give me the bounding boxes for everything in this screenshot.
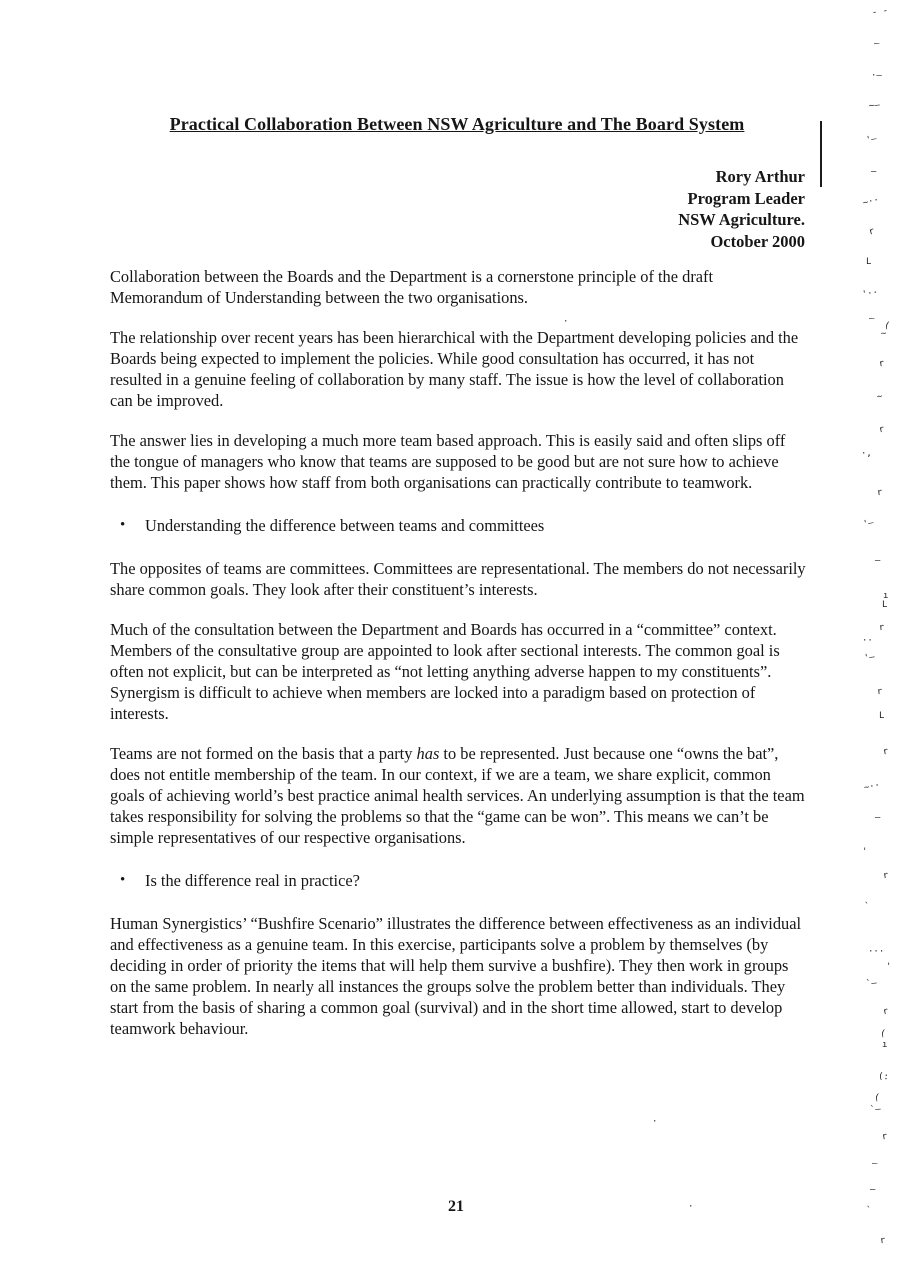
scan-mark: – xyxy=(874,555,881,567)
text-run: Much of the consultation between the Department and Boards has occurred in a “committee” context. Members of the consultative group are appointed to look after sectional interests. The common goal is often not explicit, but can be interpreted as “not letting anything adverse happen to my constituents”. Synergism is difficult to achieve when members are locked into a paradigm based on protection of interests. xyxy=(110,620,780,723)
scan-mark: `— xyxy=(869,1104,882,1116)
scan-mark: r xyxy=(877,424,886,436)
scan-mark: - - xyxy=(871,5,889,19)
text-run: The opposites of teams are committees. Committees are representational. The members do not necessarily share common goals. They look after their constituent’s interests. xyxy=(110,559,806,599)
author-role: Program Leader xyxy=(687,188,805,208)
scan-mark: (: xyxy=(877,1071,890,1083)
scan-mark: ~ xyxy=(876,391,884,403)
scan-mark: L xyxy=(866,257,872,267)
text-run: The answer lies in developing a much more team based approach. This is easily said and often slips off the tongue of managers who know that teams are supposed to be good but are not sure how to achieve them. This paper shows how staff from both organisations can practically contribute to teamwork. xyxy=(110,431,786,492)
scan-mark: ~·· xyxy=(862,195,881,209)
scan-mark: – xyxy=(868,313,875,325)
scan-mark: · xyxy=(652,1117,658,1127)
scan-mark: ( xyxy=(879,1028,887,1040)
scan-mark: r xyxy=(867,226,876,238)
scan-mark: r xyxy=(882,870,890,882)
scan-mark: r xyxy=(881,1131,889,1143)
page-number: 21 xyxy=(448,1198,464,1215)
text-run: Understanding the difference between teams and committees xyxy=(145,516,545,535)
scan-mark: ` xyxy=(866,1206,872,1216)
paragraph xyxy=(110,558,808,600)
scan-mark: r xyxy=(878,622,885,634)
scan-mark: · xyxy=(563,317,569,327)
scan-mark: r xyxy=(876,686,883,698)
scan-mark: ı xyxy=(882,1040,888,1050)
text-run: Teams are not formed on the basis that a party xyxy=(110,744,417,763)
text-run: The relationship over recent years has been hierarchical with the Department developing policies and the Boards being expected to implement the policies. While good consultation has occurred, it has not resulted in a genuine feeling of collaboration by many staff. The issue is how the level of collaboration can be improved. xyxy=(110,328,799,410)
bullet-dot: • xyxy=(120,517,126,533)
scan-mark: '– xyxy=(865,134,878,146)
scan-mark: ' xyxy=(886,962,892,972)
bullet-item xyxy=(110,870,808,891)
scan-mark: ı xyxy=(883,591,889,601)
scan-mark: · xyxy=(688,1202,694,1212)
scan-mark: L xyxy=(879,711,885,721)
text-run: Collaboration between the Boards and the Department is a cornerstone principle of the draft Memorandum of Understanding between the two organisations. xyxy=(110,267,714,307)
paragraph xyxy=(110,430,808,493)
scan-mark: `– xyxy=(865,978,878,990)
scan-mark: ~ xyxy=(880,328,887,340)
scan-mark: ·· xyxy=(862,636,873,646)
scan-mark: – xyxy=(871,1158,878,1170)
scan-mark: – xyxy=(869,1184,876,1196)
paragraph xyxy=(110,266,808,308)
paragraph xyxy=(110,619,808,724)
scan-mark: — xyxy=(870,166,877,178)
scan-line-artifact xyxy=(820,121,822,187)
italic-text: has xyxy=(416,744,440,763)
text-run: Is the difference real in practice? xyxy=(145,871,360,890)
scan-mark: – xyxy=(873,38,880,50)
scan-mark: ~·· xyxy=(863,780,881,794)
text-run: Human Synergistics’ “Bushfire Scenario” illustrates the difference between effectiveness as an individual and effectiveness as a genuine team. In this exercise, participants solve a problem by themselves (by deciding in order of priority the items that will help them survive a bushfire). They then work in groups on the same problem. In nearly all instances the groups solve the problem better than individuals. They start from the basis of sharing a common goal (survival) and in the short time allowed, start to develop teamwork behaviour. xyxy=(110,914,802,1038)
scan-mark: '·· xyxy=(861,287,879,301)
scan-mark: ( xyxy=(882,320,891,332)
scan-mark: ··· xyxy=(868,947,885,957)
scan-mark: r xyxy=(882,746,890,758)
paragraph xyxy=(110,913,808,1039)
scan-mark: r xyxy=(879,1235,887,1247)
scan-mark: ' xyxy=(862,847,868,857)
bullet-text xyxy=(145,515,808,536)
paragraph xyxy=(110,327,808,411)
author-block xyxy=(110,166,805,252)
scan-mark: r xyxy=(878,358,886,370)
paragraph xyxy=(110,743,808,848)
scan-mark: ·– xyxy=(871,71,882,81)
author-affiliation: NSW Agriculture. xyxy=(678,210,805,229)
bullet-text xyxy=(145,870,808,891)
text-run: to be represented. Just because one “owns the bat”, does not entitle membership of the team. In our context, if we are a team, we share explicit, common goals of achieving world’s best practice animal health services. An underlying assumption is that the team takes responsibility for solving the problems so that the “game can be won”. This means we can’t be simple representatives of our respective organisations. xyxy=(110,744,805,847)
scan-mark: r xyxy=(881,1006,890,1018)
document-date: October 2000 xyxy=(710,231,805,251)
document-title: Practical Collaboration Between NSW Agriculture and The Board System xyxy=(169,114,745,134)
scan-mark: L xyxy=(882,600,888,610)
scan-mark: ·, xyxy=(861,449,872,459)
scan-mark: ~– xyxy=(868,100,881,112)
document-body xyxy=(110,266,808,1058)
author-name: Rory Arthur xyxy=(715,167,805,186)
scan-mark: ( xyxy=(873,1092,881,1104)
scan-mark: ` xyxy=(864,902,870,912)
bullet-item xyxy=(110,515,808,536)
scan-mark: r xyxy=(876,487,884,499)
bullet-dot: • xyxy=(120,872,126,888)
scan-mark: '– xyxy=(862,518,875,530)
scan-mark: '– xyxy=(863,652,876,664)
scan-mark: – xyxy=(874,812,881,824)
